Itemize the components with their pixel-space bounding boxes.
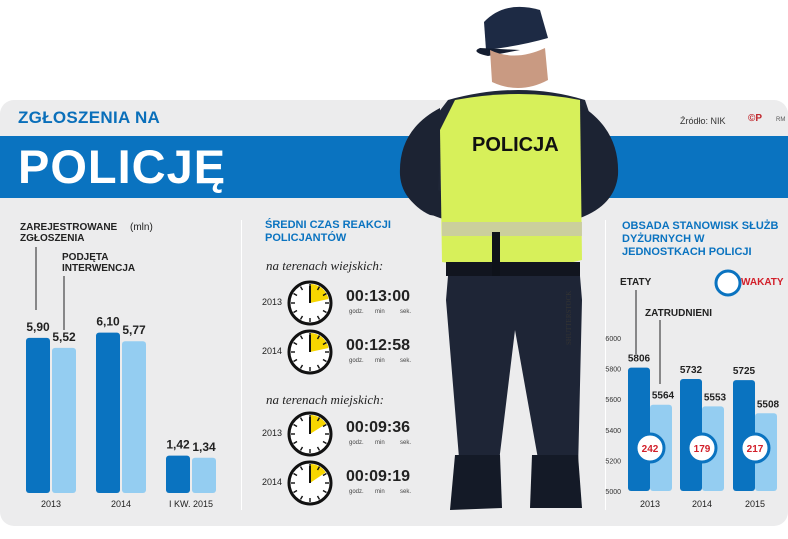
publisher-logo: ©P [748, 113, 763, 124]
time-row-year: 2014 [262, 346, 283, 356]
zatrudnieni-label: ZATRUDNIENI [645, 308, 713, 319]
vest-text: POLICJA [472, 134, 559, 156]
value-label: 5732 [679, 365, 703, 377]
y-tick-label: 5800 [605, 366, 621, 374]
etaty-label: ETATY [620, 277, 652, 288]
time-value: 00:13:00 [346, 288, 411, 305]
category-label: 2014 [691, 499, 713, 509]
time-unit-label: min [375, 309, 385, 315]
time-unit-label: sek. [400, 358, 412, 364]
time-unit-label: min [375, 440, 385, 446]
time-unit-label: min [375, 358, 385, 364]
value-label: 5,77 [122, 323, 146, 338]
value-label: 1,34 [192, 439, 216, 454]
value-label: 5725 [732, 366, 756, 378]
unit-label: (mln) [130, 222, 153, 233]
time-unit-label: godz. [349, 440, 364, 446]
time-value: 00:09:36 [346, 419, 411, 436]
category-label: I KW. 2015 [168, 499, 214, 509]
rural-label: na terenach wiejskich: [266, 258, 384, 273]
page-title: POLICJĘ [18, 140, 227, 193]
y-tick-label: 5200 [605, 458, 621, 466]
category-label: 2014 [110, 499, 132, 509]
urban-label: na terenach miejskich: [266, 392, 384, 407]
time-row-year: 2013 [262, 297, 283, 307]
time-unit-label: sek. [400, 309, 412, 315]
series-2-label: PODJĘTA INTERWENCJA [62, 252, 136, 274]
value-label: 6,10 [96, 314, 120, 329]
y-tick-label: 5000 [605, 489, 621, 496]
value-label: 1,42 [166, 437, 190, 452]
value-label: 5,90 [26, 319, 50, 334]
y-tick-label: 5400 [605, 427, 621, 435]
time-unit-label: godz. [349, 309, 364, 315]
rm-mark: RM [776, 117, 786, 123]
value-label: 5508 [756, 399, 780, 411]
time-unit-label: sek. [400, 440, 412, 446]
time-row-year: 2013 [262, 428, 283, 438]
time-value: 00:12:58 [346, 337, 411, 354]
value-label: 5564 [651, 390, 675, 402]
wakaty-label: WAKATY [741, 277, 784, 288]
time-unit-label: godz. [349, 489, 364, 495]
y-tick-label: 6000 [605, 336, 621, 343]
bar-etaty-0 [628, 368, 650, 491]
time-unit-label: godz. [349, 358, 364, 364]
wakaty-legend-circle [716, 271, 740, 295]
source-note: Źródło: NIK [680, 116, 726, 126]
time-unit-label: sek. [400, 489, 412, 495]
reaction-time-title: ŚREDNI CZAS REAKCJI POLICJANTÓW [265, 219, 391, 244]
time-value: 00:09:19 [346, 468, 411, 485]
page-kicker: ZGŁOSZENIA NA [18, 108, 161, 127]
photo-credit: SHUTTERSTOCK [565, 290, 573, 345]
series-1-label: ZAREJESTROWANE ZGŁOSZENIA [20, 222, 118, 244]
staffing-title: OBSADA STANOWISK SŁUŻB DYŻURNYCH W JEDNOSTKACH POLICJI [622, 220, 779, 258]
category-label: 2013 [639, 499, 661, 509]
category-label: 2013 [40, 499, 62, 509]
vacancy-value: 179 [693, 444, 711, 455]
value-label: 5,52 [52, 329, 76, 344]
category-label: 2015 [744, 499, 766, 509]
time-row-year: 2014 [262, 477, 283, 487]
time-unit-label: min [375, 489, 385, 495]
value-label: 5806 [627, 353, 651, 365]
vacancy-value: 217 [746, 444, 764, 455]
value-label: 5553 [703, 392, 727, 404]
y-tick-label: 5600 [605, 397, 621, 405]
vacancy-value: 242 [641, 444, 659, 455]
